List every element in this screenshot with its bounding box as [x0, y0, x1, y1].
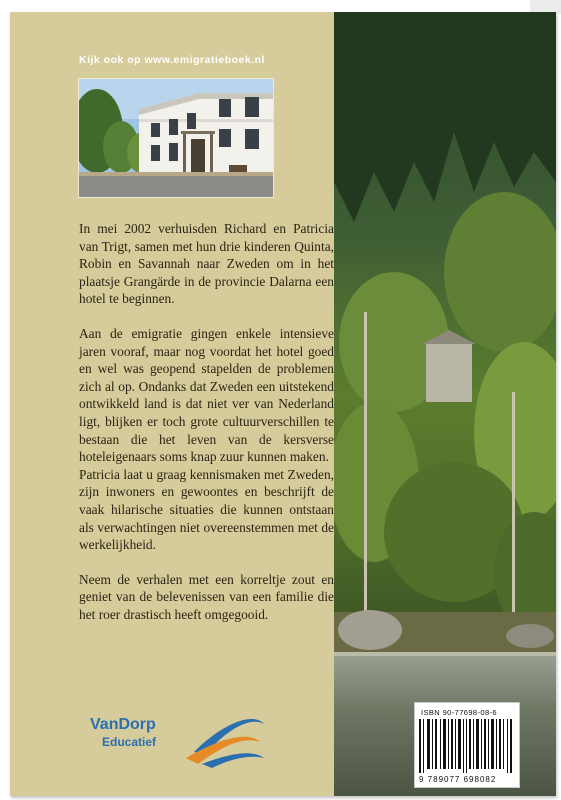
blurb-paragraph: Aan de emigratie gingen enkele intensieve jaren vooraf, maar nog voordat het hotel goed en wel was geopend stapelden de problemen zich al op. Ondanks dat Zweden een uitstekend ontwikkeld land is dat niet ver van Nederland ligt, blijken er toch grote cultuurverschillen te bestaan die het leven van de kersverse hoteleigenaars soms knap zuur kunnen maken. [79, 325, 334, 465]
logo-name: VanDorp [90, 716, 156, 733]
blurb-paragraph: In mei 2002 verhuisden Richard en Patricia van Trigt, samen met hun drie kinderen Quinta, Robin en Savannah naar Zweden om in het plaatsje Grangärde in de provincie Dalarna een hotel te beginnen. [79, 221, 334, 307]
barcode-icon [419, 719, 515, 773]
blurb-paragraph: Neem de verhalen met een korreltje zout en geniet van de belevenissen van een familie die het roer drastisch heeft omgegooid. [79, 571, 334, 622]
publisher-logo [74, 702, 274, 772]
logo-subtitle: Educatief [102, 735, 157, 749]
lake-photo [334, 12, 556, 796]
blurb-paragraph: Patricia laat u graag kennismaken met Zweden, zijn inwoners en gewoontes en beschrijft de vaak hilarische situaties die kunnen ontstaan als verwachtingen niet overeenstemmen met de werkelijkheid. [79, 466, 334, 553]
book-back-cover [10, 12, 556, 796]
text-panel [10, 12, 334, 796]
website-text[interactable]: Kijk ook op www.emigratieboek.nl [79, 54, 265, 66]
barcode-box [414, 702, 520, 788]
hotel-photo [78, 78, 274, 198]
blurb [79, 220, 334, 640]
ean-number: 9 789077 698082 [419, 775, 497, 784]
isbn-text: ISBN 90-77698-08-6 [421, 708, 497, 717]
